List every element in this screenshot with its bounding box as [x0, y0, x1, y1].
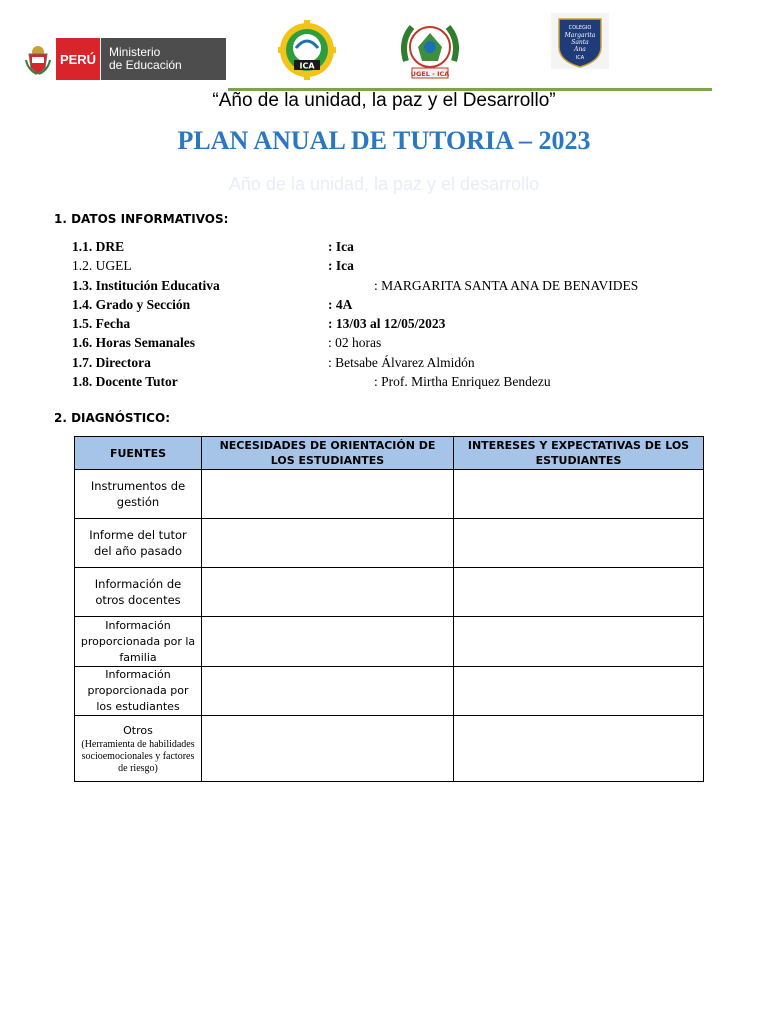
info-value: : Ica: [328, 239, 354, 254]
ministry-of-education-logo: [20, 38, 226, 80]
info-value: : MARGARITA SANTA ANA DE BENAVIDES: [374, 277, 639, 293]
peru-label: PERÚ: [56, 38, 100, 80]
info-label: 1.2. UGEL: [72, 258, 132, 274]
source-label: Otros: [123, 723, 153, 737]
column-header-intereses: INTERESES Y EXPECTATIVAS DE LOS ESTUDIANTES: [454, 437, 704, 470]
ugel-ica-logo-icon: [398, 17, 462, 81]
section-heading-datos: 1. DATOS INFORMATIVOS:: [54, 212, 229, 226]
source-cell: Información proporcionada por la familia: [75, 617, 202, 667]
source-cell: Informe del tutor del año pasado: [75, 519, 202, 568]
needs-cell[interactable]: [202, 716, 454, 782]
ugel-logo-text: UGEL - ICA: [410, 70, 450, 78]
needs-cell[interactable]: [202, 470, 454, 519]
info-value: : 4A: [328, 296, 353, 312]
crest-line-4: Ana: [574, 46, 586, 53]
info-row-horas: [72, 333, 712, 352]
ica-logo-text: ICA: [299, 61, 315, 71]
ministry-name: [100, 38, 226, 80]
info-row-ugel: [72, 256, 712, 275]
info-row-dre: [72, 237, 712, 256]
interests-cell[interactable]: [454, 568, 704, 617]
ministry-line-2: de Educación: [109, 58, 182, 72]
info-label: 1.5. Fecha: [72, 316, 131, 332]
interests-cell[interactable]: [454, 519, 704, 568]
table-row: [75, 519, 704, 568]
needs-cell[interactable]: [202, 667, 454, 716]
table-row: [75, 470, 704, 519]
year-motto: “Año de la unidad, la paz y el Desarrollo”: [212, 90, 556, 111]
interests-cell[interactable]: [454, 470, 704, 519]
table-row: [75, 617, 704, 667]
info-label: 1.8. Docente Tutor: [72, 374, 178, 390]
source-cell: Información proporcionada por los estudiantes: [75, 667, 202, 716]
needs-cell[interactable]: [202, 568, 454, 617]
table-header-row: [75, 437, 704, 470]
table-row: [75, 568, 704, 617]
source-cell: Información de otros docentes: [75, 568, 202, 617]
section-heading-diagnostico: 2. DIAGNÓSTICO:: [54, 411, 170, 425]
peru-coat-of-arms-icon: [20, 38, 56, 80]
info-label: 1.7. Directora: [72, 354, 151, 370]
info-row-institucion: [72, 276, 712, 295]
ica-gear-logo-icon: [276, 20, 338, 80]
info-value: : 13/03 al 12/05/2023: [328, 316, 446, 332]
diagnostic-table: [74, 436, 704, 782]
needs-cell[interactable]: [202, 617, 454, 667]
document-header: [0, 0, 768, 92]
source-note: (Herramienta de habilidades socioemocionales y factores de riesgo): [81, 738, 195, 774]
source-cell: Instrumentos de gestión: [75, 470, 202, 519]
interests-cell[interactable]: [454, 667, 704, 716]
crest-line-5: ICA: [575, 55, 585, 61]
info-value: : Ica: [328, 258, 354, 274]
info-row-tutor: [72, 372, 712, 391]
info-list: [72, 237, 712, 391]
column-header-fuentes: FUENTES: [75, 437, 202, 470]
crest-line-2: Margarita: [564, 32, 596, 39]
interests-cell[interactable]: [454, 716, 704, 782]
table-row: [75, 667, 704, 716]
column-header-necesidades: NECESIDADES DE ORIENTACIÓN DE LOS ESTUDIANTES: [202, 437, 454, 470]
interests-cell[interactable]: [454, 617, 704, 667]
info-label: 1.1. DRE: [72, 239, 125, 254]
info-value: : 02 horas: [328, 335, 382, 351]
info-value: : Betsabe Álvarez Almidón: [328, 354, 475, 370]
ministry-line-1: Ministerio: [109, 45, 161, 59]
crest-line-3: Santa: [571, 39, 589, 46]
table-row: [75, 716, 704, 782]
colegio-crest-icon: [551, 13, 609, 69]
info-row-directora: [72, 353, 712, 372]
info-label: 1.6. Horas Semanales: [72, 335, 195, 351]
document-title: PLAN ANUAL DE TUTORIA – 2023: [177, 126, 591, 155]
info-row-grado: [72, 295, 712, 314]
info-row-fecha: [72, 314, 712, 333]
source-cell-otros: [75, 716, 202, 782]
needs-cell[interactable]: [202, 519, 454, 568]
info-value: : Prof. Mirtha Enriquez Bendezu: [374, 374, 551, 390]
faded-motto: Año de la unidad, la paz y el desarrollo: [228, 174, 540, 194]
info-label: 1.3. Institución Educativa: [72, 277, 220, 293]
crest-line-1: COLEGIO: [568, 25, 592, 31]
info-label: 1.4. Grado y Sección: [72, 296, 191, 312]
